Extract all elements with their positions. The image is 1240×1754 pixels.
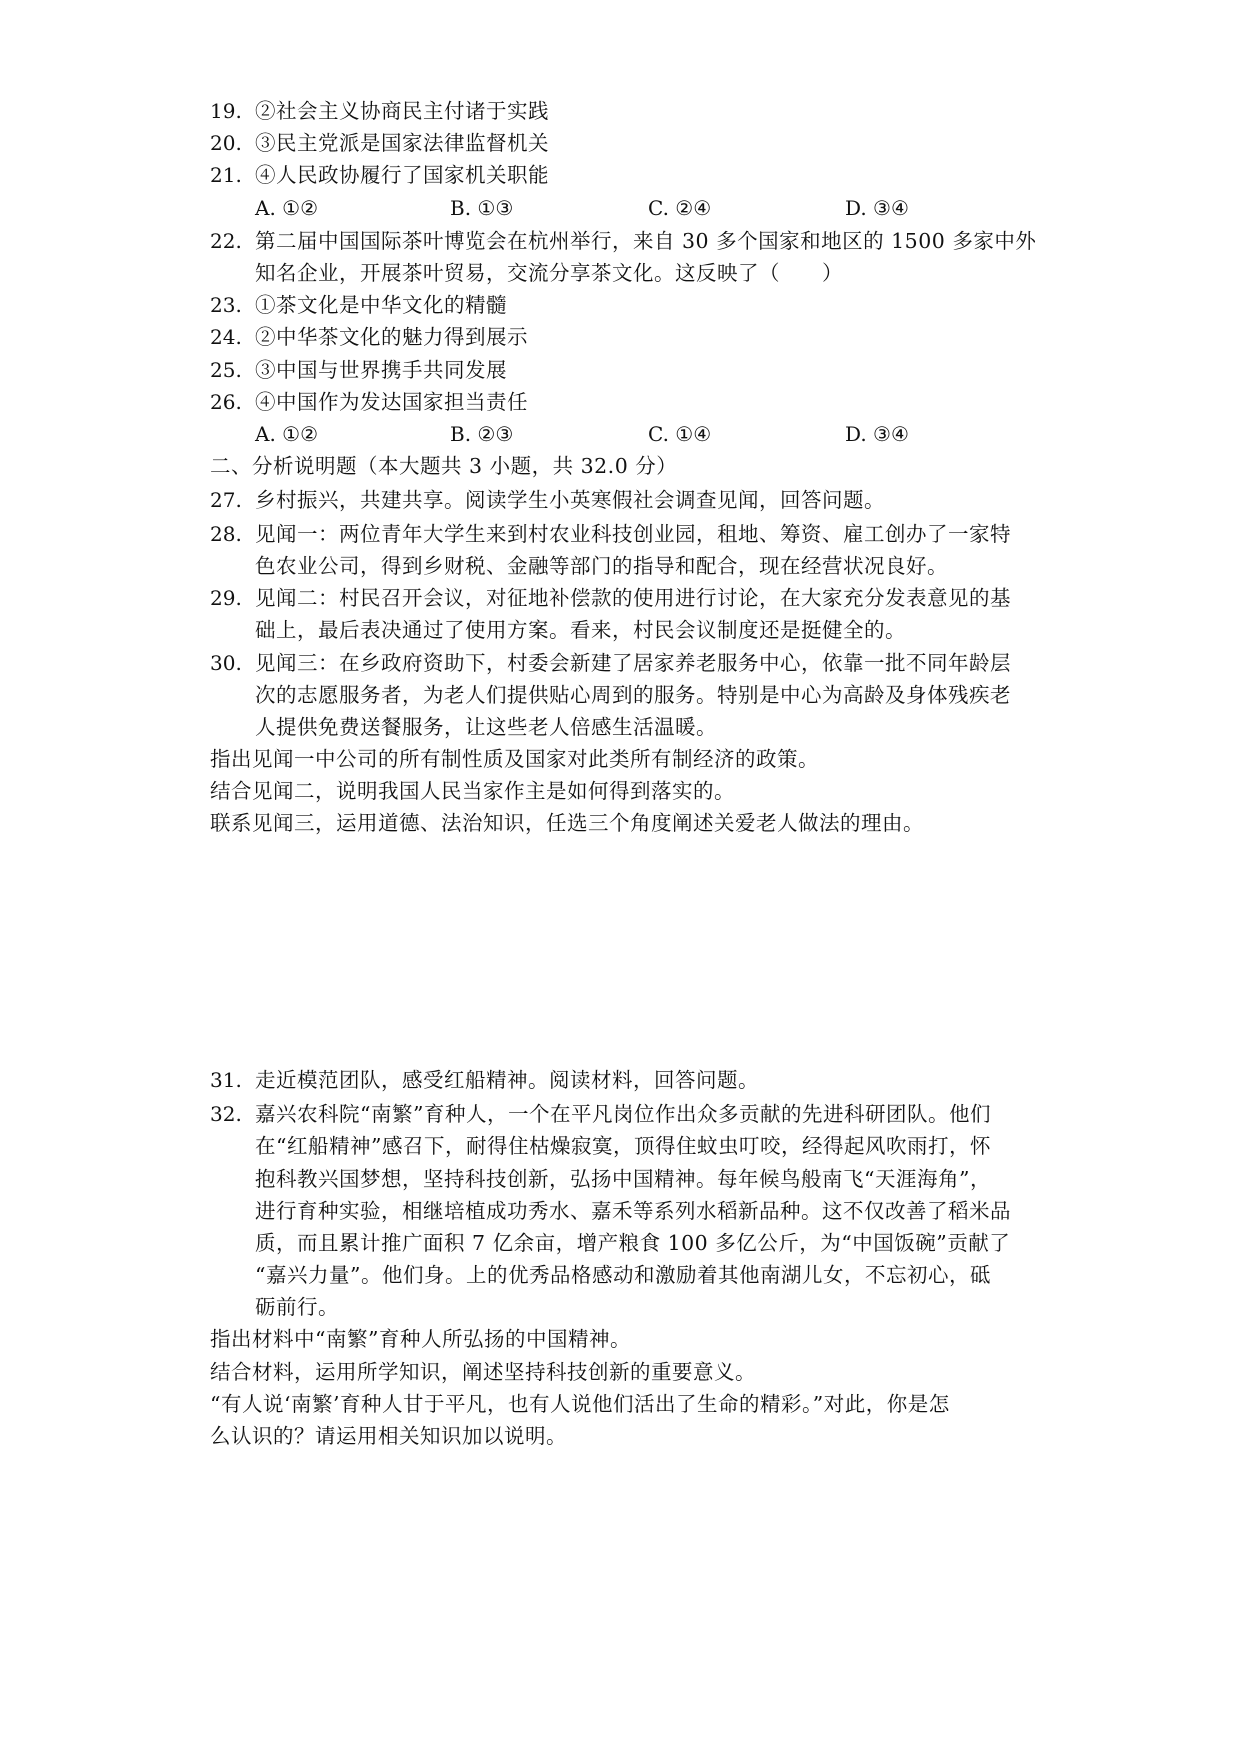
question-text: 见闻一：两位青年大学生来到村农业科技创业园，租地、筹资、雇工创办了一家特 (255, 522, 1011, 546)
option-d: D. ③④ (845, 422, 909, 446)
question-text: ③民主党派是国家法律监督机关 (255, 131, 549, 155)
question-text: 在“红船精神”感召下，耐得住枯燥寂寞，顶得住蚊虫叮咬，经得起风吹雨打，怀 (255, 1134, 991, 1158)
question-text: ②中华茶文化的魅力得到展示 (255, 325, 528, 349)
question-text: 见闻二：村民召开会议，对征地补偿款的使用进行讨论，在大家充分发表意见的基 (255, 586, 1011, 610)
question-text: 嘉兴农科院“南繁”育种人，一个在平凡岗位作出众多贡献的先进科研团队。他们 (255, 1102, 991, 1126)
question-text: 砺前行。 (255, 1295, 339, 1319)
option-a: A. ①② (255, 196, 319, 220)
question-text: ②社会主义协商民主付诸于实践 (255, 99, 549, 123)
question-number: 31. (210, 1068, 242, 1092)
question-text: 见闻三：在乡政府资助下，村委会新建了居家养老服务中心，依靠一批不同年龄层 (255, 651, 1011, 675)
question-number: 20. (210, 131, 242, 155)
question-text: 人提供免费送餐服务，让这些老人倍感生活温暖。 (255, 715, 717, 739)
sub-question: 结合材料，运用所学知识，阐述坚持科技创新的重要意义。 (210, 1360, 756, 1384)
question-text: 乡村振兴，共建共享。阅读学生小英寒假社会调查见闻，回答问题。 (255, 488, 885, 512)
option-a: A. ①② (255, 422, 319, 446)
question-text: 第二届中国国际茶叶博览会在杭州举行，来自 30 多个国家和地区的 1500 多家中外 (255, 229, 1037, 253)
sub-question: 指出见闻一中公司的所有制性质及国家对此类所有制经济的政策。 (210, 747, 819, 771)
sub-question: 么认识的？请运用相关知识加以说明。 (210, 1424, 567, 1448)
section-heading: 二、分析说明题（本大题共 3 小题，共 32.0 分） (210, 454, 678, 478)
question-text: ③中国与世界携手共同发展 (255, 358, 507, 382)
question-number: 25. (210, 358, 242, 382)
question-number: 19. (210, 99, 242, 123)
option-c: C. ②④ (648, 196, 712, 220)
question-text: 抱科教兴国梦想，坚持科技创新，弘扬中国精神。每年候鸟般南飞“天涯海角”， (255, 1167, 991, 1191)
question-text: 进行育种实验，相继培植成功秀水、嘉禾等系列水稻新品种。这不仅改善了稻米品 (255, 1199, 1011, 1223)
question-number: 27. (210, 488, 242, 512)
question-text: ④人民政协履行了国家机关职能 (255, 163, 549, 187)
question-text: 色农业公司，得到乡财税、金融等部门的指导和配合，现在经营状况良好。 (255, 554, 948, 578)
question-number: 24. (210, 325, 242, 349)
question-number: 30. (210, 651, 242, 675)
question-text: 知名企业，开展茶叶贸易，交流分享茶文化。这反映了（ ） (255, 261, 843, 285)
question-number: 28. (210, 522, 242, 546)
option-d: D. ③④ (845, 196, 909, 220)
question-text: ①茶文化是中华文化的精髓 (255, 293, 507, 317)
question-number: 22. (210, 229, 242, 253)
option-b: B. ②③ (450, 422, 514, 446)
question-number: 32. (210, 1102, 242, 1126)
question-text: ④中国作为发达国家担当责任 (255, 390, 528, 414)
sub-question: 指出材料中“南繁”育种人所弘扬的中国精神。 (210, 1327, 631, 1351)
question-number: 21. (210, 163, 242, 187)
sub-question: 结合见闻二，说明我国人民当家作主是如何得到落实的。 (210, 779, 735, 803)
question-text: 次的志愿服务者，为老人们提供贴心周到的服务。特别是中心为高龄及身体残疾老 (255, 683, 1011, 707)
question-number: 29. (210, 586, 242, 610)
question-number: 23. (210, 293, 242, 317)
question-text: 走近模范团队，感受红船精神。阅读材料，回答问题。 (255, 1068, 759, 1092)
option-c: C. ①④ (648, 422, 712, 446)
question-text: “嘉兴力量”。他们身。上的优秀品格感动和激励着其他南湖儿女，不忘初心，砥 (255, 1263, 991, 1287)
question-text: 础上，最后表决通过了使用方案。看来，村民会议制度还是挺健全的。 (255, 618, 906, 642)
option-b: B. ①③ (450, 196, 514, 220)
sub-question: “有人说‘南繁’育种人甘于平凡，也有人说他们活出了生命的精彩。”对此，你是怎 (210, 1392, 950, 1416)
question-text: 质，而且累计推广面积 7 亿余亩，增产粮食 100 多亿公斤，为“中国饭碗”贡献了 (255, 1231, 1011, 1255)
sub-question: 联系见闻三，运用道德、法治知识，任选三个角度阐述关爱老人做法的理由。 (210, 811, 924, 835)
question-number: 26. (210, 390, 242, 414)
